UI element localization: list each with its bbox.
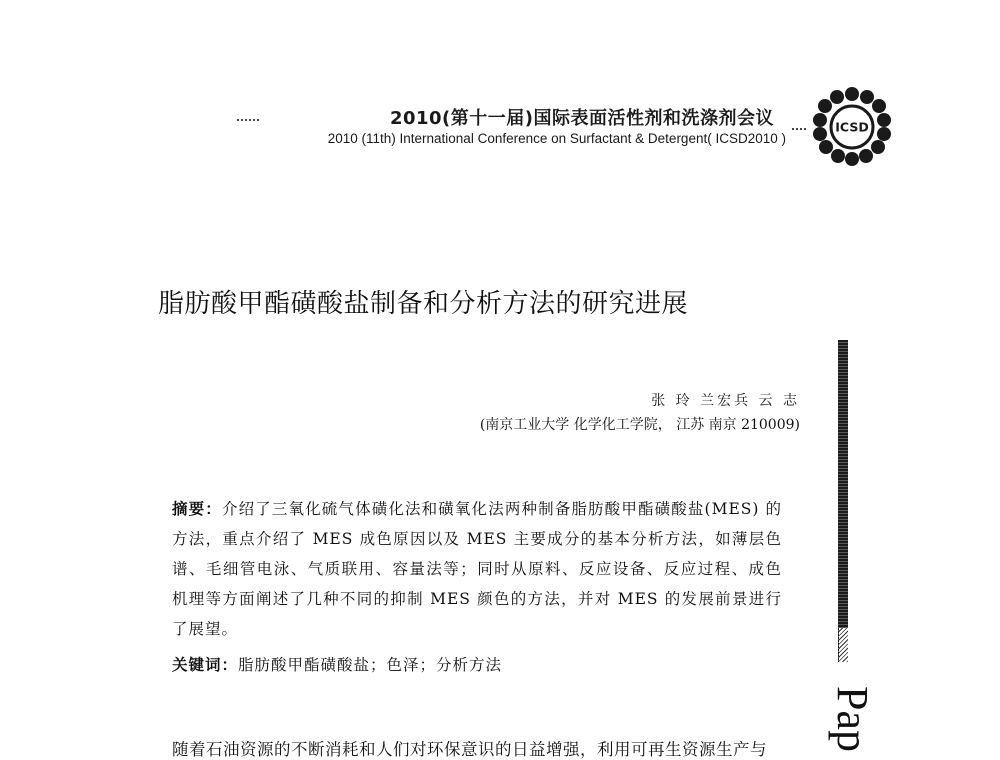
keywords-text: 脂肪酸甲酯磺酸盐；色泽；分析方法 [238, 656, 503, 674]
paper-title: 脂肪酸甲酯磺酸盐制备和分析方法的研究进展 [158, 289, 689, 319]
body-first-line: 随着石油资源的不断消耗和人们对环保意识的日益增强，利用可再生资源生产与 [172, 740, 767, 759]
side-margin-bar-tail [839, 628, 848, 662]
abstract [172, 494, 782, 644]
icsd-logo [812, 86, 892, 166]
keywords [172, 653, 502, 675]
conference-title-en: 2010 (11th) International Conference on Surfactant & Detergent( ICSD2010 ) [327, 131, 786, 146]
paper-authors: 张 玲 兰宏兵 云 志 [651, 393, 800, 409]
header-dots-right [792, 128, 806, 130]
header-dots-left [237, 119, 259, 121]
paper-affiliation: (南京工业大学 化学化工学院， 江苏 南京 210009) [479, 417, 800, 433]
logo-text: ICSD [835, 119, 869, 135]
side-margin-bar [838, 340, 848, 662]
abstract-text: 介绍了三氧化硫气体磺化法和磺氧化法两种制备脂肪酸甲酯磺酸盐(MES) 的方法，重点介绍了 MES 成色原因以及 MES 主要成分的基本分析方法，如薄层色谱、毛细管电泳、气质联用、容量法等；同时从原料、反应设备、反应过程、成色机理等方面阐述了几种不同的抑制 MES 颜色的方法，并对 MES 的发展前景进行了展望。 [172, 500, 782, 638]
conference-title-cn: 2010(第十一届)国际表面活性剂和洗涤剂会议 [389, 108, 774, 129]
side-tab-label: Pap [828, 686, 877, 752]
keywords-label: 关键词： [172, 656, 239, 674]
abstract-label: 摘要： [172, 500, 222, 518]
